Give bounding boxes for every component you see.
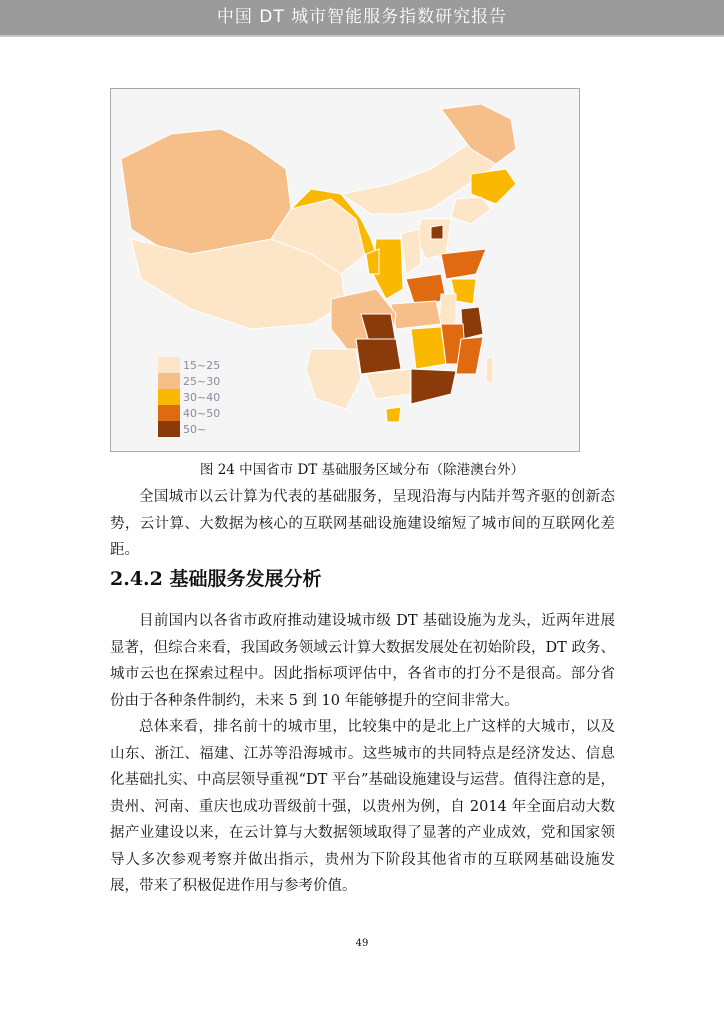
region-hubei [391,301,441,329]
region-xinjiang [121,129,291,259]
legend-item [158,389,220,405]
paragraph-3: 总体来看，排名前十的城市里，比较集中的是北上广这样的大城市，以及山东、浙江、福建、江苏等沿海城市。这些城市的共同特点是经济发达、信息化基础扎实、中高层领导重视“DT 平台”基础设施建设与运营。值得注意的是，贵州、河南、重庆也成功晋级前十强，以贵州为例，自 2014 年全面启动大数据产业建设以来，在云计算与大数据领域取得了显著的产业成效，党和国家领导人多次参观考察并做出指示，贵州为下阶段其他省市的互联网基础设施发展，带来了积极促进作用与参考价值。 [110,719,615,894]
region-guangxi [366,369,411,399]
region-guangdong [411,369,456,404]
region-yunnan [306,349,361,409]
legend-swatch [158,389,180,405]
map-legend [158,357,220,437]
page-number: 49 [355,938,369,949]
region-liaoning [451,197,491,224]
legend-swatch [158,357,180,373]
legend-label: 50~ [183,422,207,436]
legend-item [158,405,220,421]
legend-label: 15~25 [183,358,221,372]
region-ningxia [366,249,379,274]
legend-label: 40~50 [183,406,221,420]
region-zhejiang [461,307,483,339]
legend-label: 25~30 [183,374,221,388]
legend-swatch [158,373,180,389]
legend-swatch [158,421,180,437]
report-header: 中国 DT 城市智能服务指数研究报告 [0,0,724,37]
legend-label: 30~40 [183,390,221,404]
region-hainan [386,407,401,422]
paragraph-2: 目前国内以各省市政府推动建设城市级 DT 基础设施为龙头，近两年进展显著，但综合来看，我国政务领域云计算大数据发展处在初始阶段，DT 政务、城市云也在探索过程中。因此指标项评估中，各省市的打分不是很高。部分省份由于各种条件制约，未来 5 到 10 年能够提升的空间非常大。 [110,613,615,709]
region-taiwan [486,357,493,384]
legend-item [158,357,220,373]
legend-item [158,373,220,389]
region-shanxi [401,229,421,274]
region-anhui [439,294,456,324]
legend-item [158,421,220,437]
figure-caption: 图 24 中国省市 DT 基础服务区域分布（除港澳台外） [199,462,525,478]
region-hunan [411,327,446,369]
region-fujian [456,337,483,374]
paragraph-1: 全国城市以云计算为代表的基础服务，呈现沿海与内陆并驾齐驱的创新态势，云计算、大数据为核心的互联网基础设施建设缩短了城市间的互联网化差距。 [110,489,615,558]
region-beijing [431,225,443,239]
legend-swatch [158,405,180,421]
china-map-figure [110,88,580,452]
region-shandong [441,249,486,279]
section-heading: 2.4.2 基础服务发展分析 [110,568,322,590]
region-guizhou [356,339,401,374]
